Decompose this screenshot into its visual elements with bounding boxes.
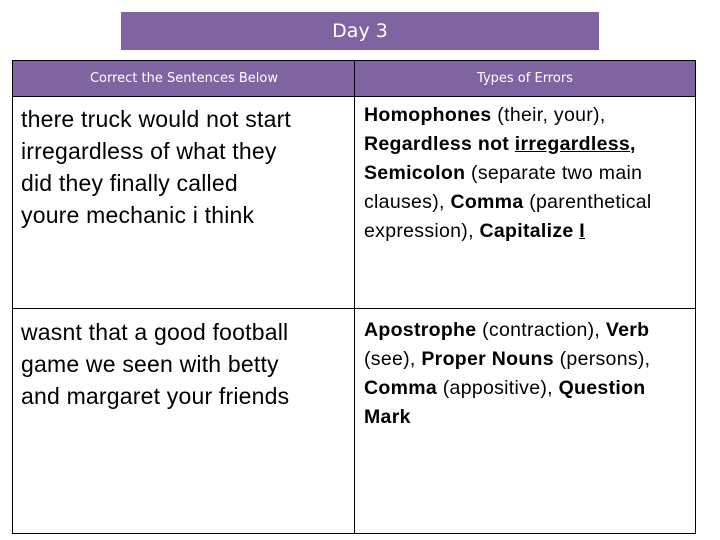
error-proper-nouns: Proper Nouns xyxy=(421,348,554,370)
error-homophones-detail: (their, your), xyxy=(491,104,606,126)
error-verb: Verb xyxy=(605,319,650,341)
error-verb-detail: (see), xyxy=(364,348,422,370)
sentence-2-line-1: wasnt that a good football xyxy=(21,319,289,345)
column-divider xyxy=(354,61,355,533)
header-correct-sentences-label: Correct the Sentences Below xyxy=(89,71,279,86)
error-regardless-comma: , xyxy=(630,133,636,155)
error-comma-2-detail: (appositive), xyxy=(437,377,559,399)
header-divider xyxy=(13,96,695,97)
sentence-1 xyxy=(21,103,353,231)
header-correct-sentences xyxy=(13,61,355,96)
error-proper-nouns-detail: (persons), xyxy=(553,348,651,370)
sentence-2-line-3: and margaret your friends xyxy=(21,383,290,409)
error-capitalize: Capitalize xyxy=(479,220,580,242)
error-irregardless: irregardless xyxy=(514,133,631,155)
error-semicolon: Semicolon xyxy=(364,162,466,184)
errors-1 xyxy=(364,101,694,246)
row-divider xyxy=(13,308,695,309)
sentence-1-line-3: did they finally called xyxy=(21,170,238,196)
error-apostrophe: Apostrophe xyxy=(364,319,477,341)
header-types-of-errors xyxy=(355,61,695,96)
error-comma-2: Comma xyxy=(364,377,438,399)
sentence-1-line-1: there truck would not start xyxy=(21,106,292,132)
error-comma: Comma xyxy=(450,191,524,213)
error-semicolon-detail: (separate two main clauses), xyxy=(364,162,643,213)
sentence-table xyxy=(12,60,696,534)
sentence-2-line-2: game we seen with betty xyxy=(21,351,279,377)
sentence-1-line-2: irregardless of what they xyxy=(21,138,277,164)
sentence-2 xyxy=(21,316,353,412)
error-comma-detail: (parenthetical expression), xyxy=(364,191,652,242)
title-banner xyxy=(121,12,599,50)
page-title: Day 3 xyxy=(332,20,388,42)
errors-2 xyxy=(364,316,694,432)
error-capitalize-i: I xyxy=(579,220,585,242)
error-apostrophe-detail: (contraction), xyxy=(476,319,606,341)
error-question-mark: Question Mark xyxy=(364,377,646,428)
error-regardless: Regardless not xyxy=(364,133,515,155)
error-homophones: Homophones xyxy=(364,104,492,126)
sentence-1-line-4: youre mechanic i think xyxy=(21,202,255,228)
header-types-of-errors-label: Types of Errors xyxy=(477,71,573,86)
